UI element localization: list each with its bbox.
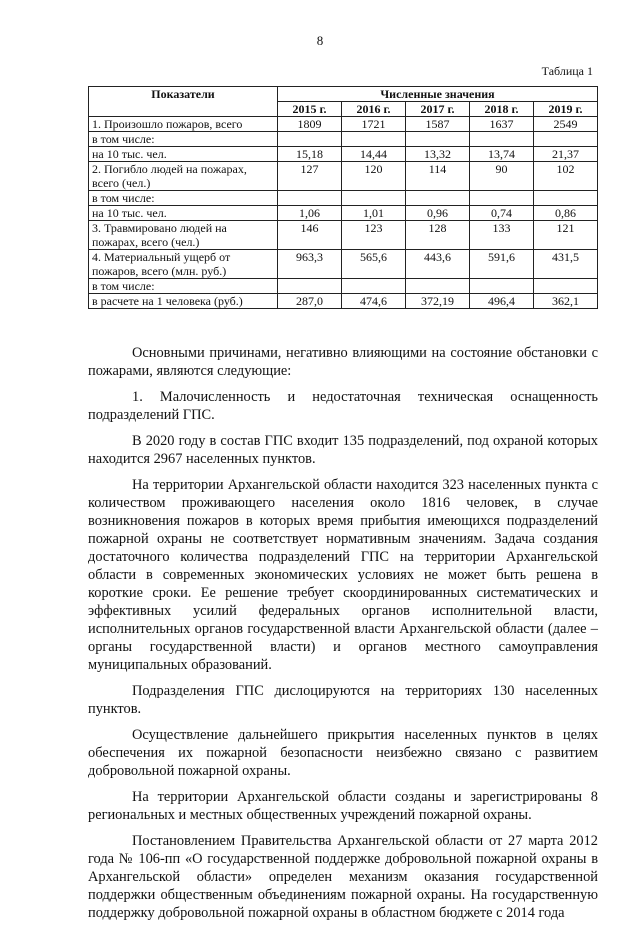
table-row [89, 117, 598, 132]
row-label: на 10 тыс. чел. [89, 206, 278, 221]
header-year: 2018 г. [470, 102, 534, 117]
row-value: 474,6 [342, 294, 406, 309]
row-value: 15,18 [278, 147, 342, 162]
row-value [406, 191, 470, 206]
row-value: 431,5 [534, 250, 598, 279]
row-label: 2. Погибло людей на пожарах, всего (чел.) [89, 162, 278, 191]
row-value [534, 279, 598, 294]
row-value: 14,44 [342, 147, 406, 162]
row-value: 120 [342, 162, 406, 191]
header-year: 2016 г. [342, 102, 406, 117]
row-value: 372,19 [406, 294, 470, 309]
row-value [470, 132, 534, 147]
paragraph: Постановлением Правительства Архангельской области от 27 марта 2012 года № 106-пп «О государственной поддержке добровольной пожарной охраны в Архангельской области» определен механизм оказания государственной поддержки общественным объединениям пожарной охраны. На государственную поддержку добровольной пожарной охраны в областном бюджете с 2014 года [88, 833, 598, 921]
table-row [89, 147, 598, 162]
table-row [89, 279, 598, 294]
row-value: 146 [278, 221, 342, 250]
row-value: 1809 [278, 117, 342, 132]
row-label: 1. Произошло пожаров, всего [89, 117, 278, 132]
row-value [342, 191, 406, 206]
row-label: в расчете на 1 человека (руб.) [89, 294, 278, 309]
row-value: 0,96 [406, 206, 470, 221]
row-value: 1,06 [278, 206, 342, 221]
row-value: 133 [470, 221, 534, 250]
fire-statistics-table [88, 86, 598, 309]
row-value [470, 279, 534, 294]
row-value: 13,32 [406, 147, 470, 162]
header-year: 2019 г. [534, 102, 598, 117]
row-value: 0,74 [470, 206, 534, 221]
row-value [406, 132, 470, 147]
row-label: 3. Травмировано людей на пожарах, всего (чел.) [89, 221, 278, 250]
row-label: в том числе: [89, 132, 278, 147]
table-row [89, 294, 598, 309]
row-value [470, 191, 534, 206]
header-year: 2017 г. [406, 102, 470, 117]
row-value: 114 [406, 162, 470, 191]
row-value: 102 [534, 162, 598, 191]
row-value [278, 191, 342, 206]
table-row [89, 132, 598, 147]
row-value: 121 [534, 221, 598, 250]
row-label: в том числе: [89, 191, 278, 206]
table-row [89, 206, 598, 221]
row-value: 123 [342, 221, 406, 250]
row-value: 127 [278, 162, 342, 191]
row-value: 1721 [342, 117, 406, 132]
row-label: на 10 тыс. чел. [89, 147, 278, 162]
row-value [342, 279, 406, 294]
paragraph: Основными причинами, негативно влияющими на состояние обстановки с пожарами, являются следующие: [88, 345, 598, 379]
table-row [89, 191, 598, 206]
row-label: в том числе: [89, 279, 278, 294]
body-text [88, 344, 598, 930]
page-number: 8 [316, 33, 324, 48]
row-value: 591,6 [470, 250, 534, 279]
paragraph: Осуществление дальнейшего прикрытия населенных пунктов в целях обеспечения их пожарной безопасности неизбежно связано с развитием добровольной пожарной охраны. [88, 727, 598, 779]
row-value [342, 132, 406, 147]
row-label: 4. Материальный ущерб от пожаров, всего (млн. руб.) [89, 250, 278, 279]
row-value: 287,0 [278, 294, 342, 309]
row-value [534, 132, 598, 147]
table-caption: Таблица 1 [541, 64, 593, 78]
header-values: Численные значения [278, 87, 598, 102]
row-value: 13,74 [470, 147, 534, 162]
row-value: 963,3 [278, 250, 342, 279]
row-value: 1,01 [342, 206, 406, 221]
paragraph: На территории Архангельской области созданы и зарегистрированы 8 региональных и местных общественных учреждений пожарной охраны. [88, 789, 598, 823]
row-value: 362,1 [534, 294, 598, 309]
row-value: 1587 [406, 117, 470, 132]
table-row [89, 250, 598, 279]
row-value: 21,37 [534, 147, 598, 162]
row-value [278, 132, 342, 147]
paragraph: На территории Архангельской области находится 323 населенных пункта с количеством проживающего населения около 1816 человек, в случае возникновения пожаров в которых время прибытия имеющихся подразделений пожарной охраны не соответствует нормативным значениям. Задача создания достаточного количества подразделений ГПС на территории Архангельской области в современных экономических условиях не может быть решена в короткие сроки. Ее решение требует скоординированных систематических и эффективных усилий федеральных органов исполнительной власти, исполнительных органов государственной власти Архангельской области (далее – органы государственной власти) и органов местного самоуправления муниципальных образований. [88, 477, 598, 673]
row-value [278, 279, 342, 294]
row-value: 496,4 [470, 294, 534, 309]
table-header-row [89, 87, 598, 102]
row-value: 128 [406, 221, 470, 250]
paragraph: В 2020 году в состав ГПС входит 135 подразделений, под охраной которых находится 2967 населенных пунктов. [88, 433, 598, 467]
header-year: 2015 г. [278, 102, 342, 117]
row-value [534, 191, 598, 206]
table-row [89, 162, 598, 191]
row-value: 2549 [534, 117, 598, 132]
row-value: 443,6 [406, 250, 470, 279]
row-value: 1637 [470, 117, 534, 132]
table-row [89, 221, 598, 250]
row-value: 565,6 [342, 250, 406, 279]
row-value: 0,86 [534, 206, 598, 221]
row-value [406, 279, 470, 294]
paragraph: Подразделения ГПС дислоцируются на территориях 130 населенных пунктов. [88, 683, 598, 717]
paragraph: 1. Малочисленность и недостаточная техническая оснащенность подразделений ГПС. [88, 389, 598, 423]
header-indicators: Показатели [89, 87, 278, 117]
row-value: 90 [470, 162, 534, 191]
